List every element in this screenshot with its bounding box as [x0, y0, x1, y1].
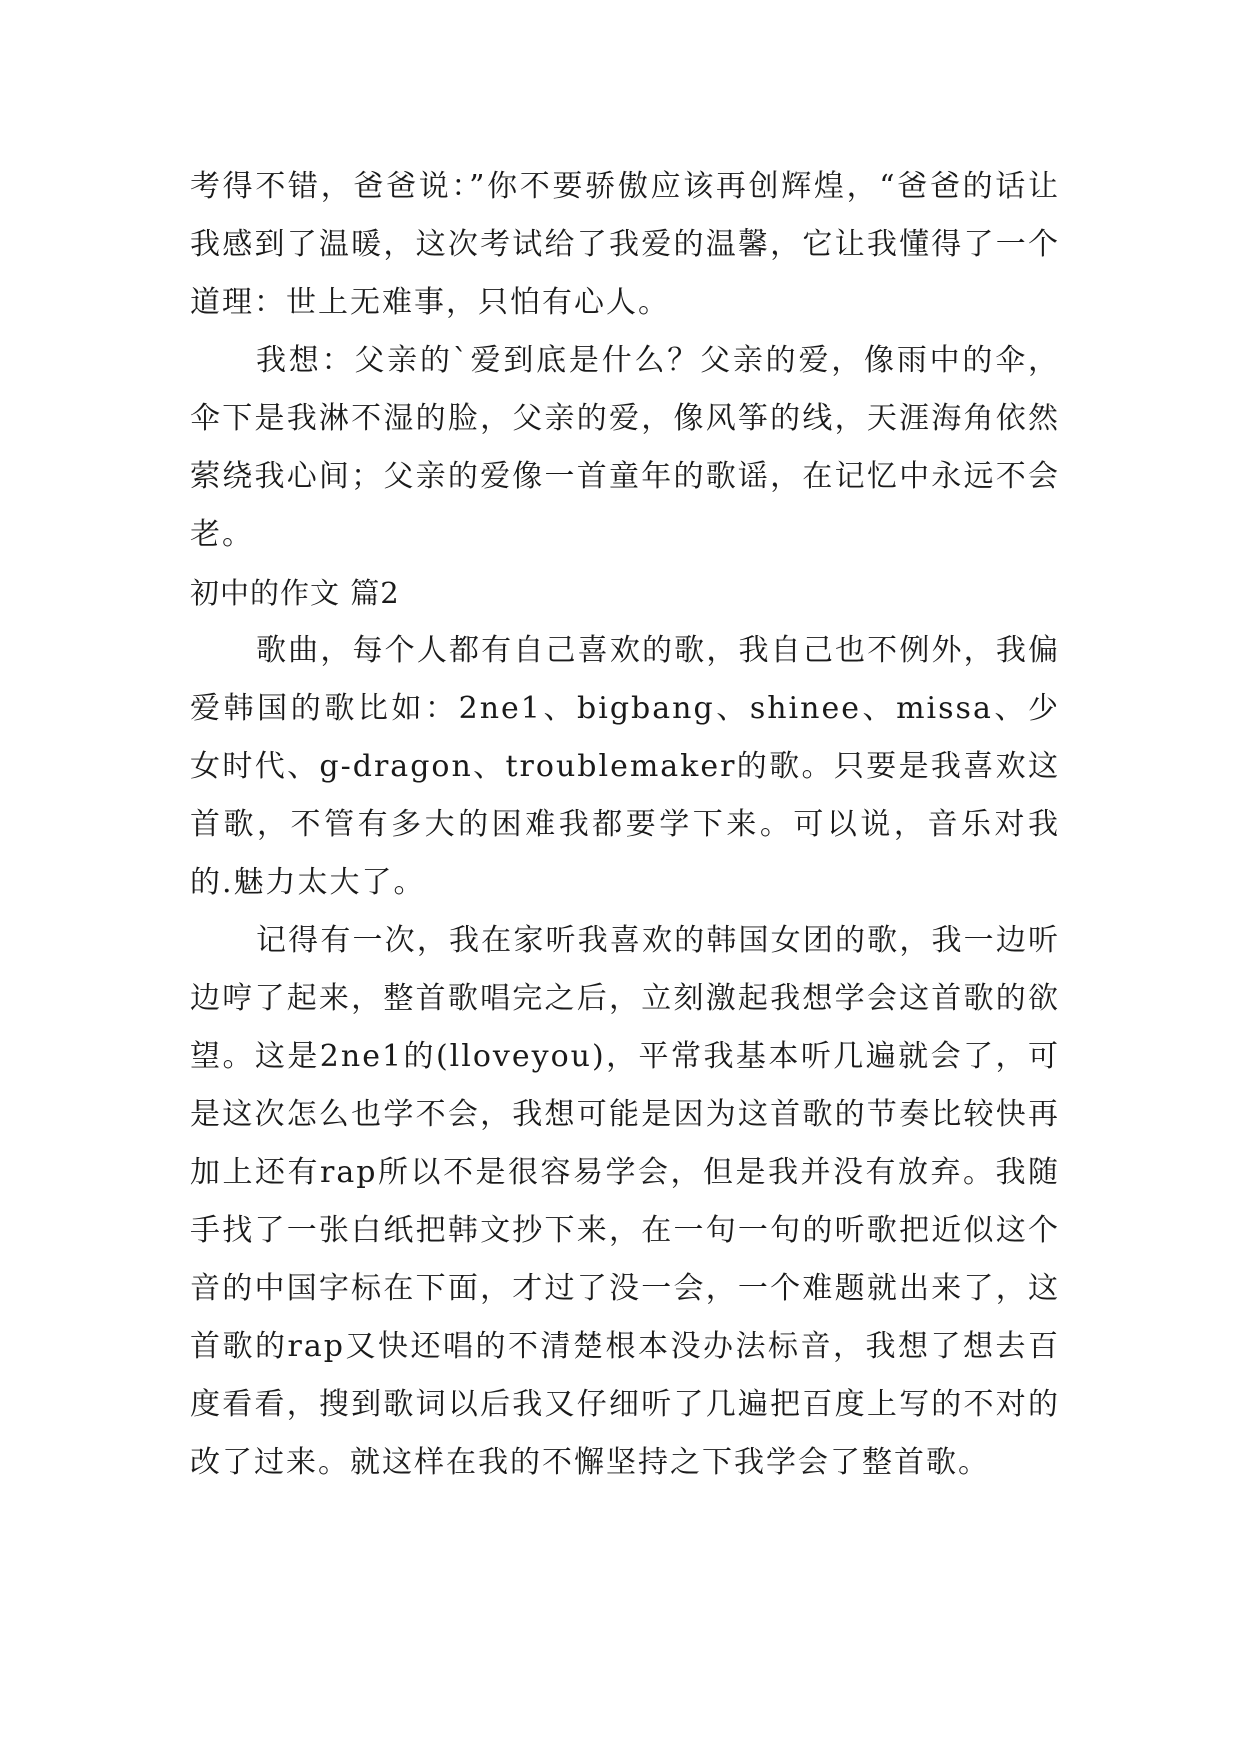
paragraph-favorite-songs: 歌曲，每个人都有自己喜欢的歌，我自己也不例外，我偏爱韩国的歌比如：2ne1、bigbang、shinee、missa、少女时代、g-dragon、troublemaker的歌。只要是我喜欢这首歌，不管有多大的困难我都要学下来。可以说，音乐对我的.魅力太大了。	[190, 633, 1060, 900]
section-heading: 初中的作文 篇2	[190, 576, 400, 610]
paragraph-father-love: 我想：父亲的`爱到底是什么？父亲的爱，像雨中的伞，伞下是我淋不湿的脸，父亲的爱，像风筝的线，天涯海角依然萦绕我心间；父亲的爱像一首童年的歌谣，在记忆中永远不会老。	[190, 343, 1060, 552]
document-body	[190, 158, 1060, 1492]
paragraph-learning-song: 记得有一次，我在家听我喜欢的韩国女团的歌，我一边听边哼了起来，整首歌唱完之后，立刻激起我想学会这首歌的欲望。这是2ne1的(lloveyou)，平常我基本听几遍就会了，可是这次怎么也学不会，我想可能是因为这首歌的节奏比较快再加上还有rap所以不是很容易学会，但是我并没有放弃。我随手找了一张白纸把韩文抄下来，在一句一句的听歌把近似这个音的中国字标在下面，才过了没一会，一个难题就出来了，这首歌的rap又快还唱的不清楚根本没办法标音，我想了想去百度看看，搜到歌词以后我又仔细听了几遍把百度上写的不对的改了过来。就这样在我的不懈坚持之下我学会了整首歌。	[190, 923, 1060, 1480]
paragraph-exam-encouragement: 考得不错，爸爸说：”你不要骄傲应该再创辉煌，“爸爸的话让我感到了温暖，这次考试给了我爱的温馨，它让我懂得了一个道理：世上无难事，只怕有心人。	[190, 169, 1060, 320]
